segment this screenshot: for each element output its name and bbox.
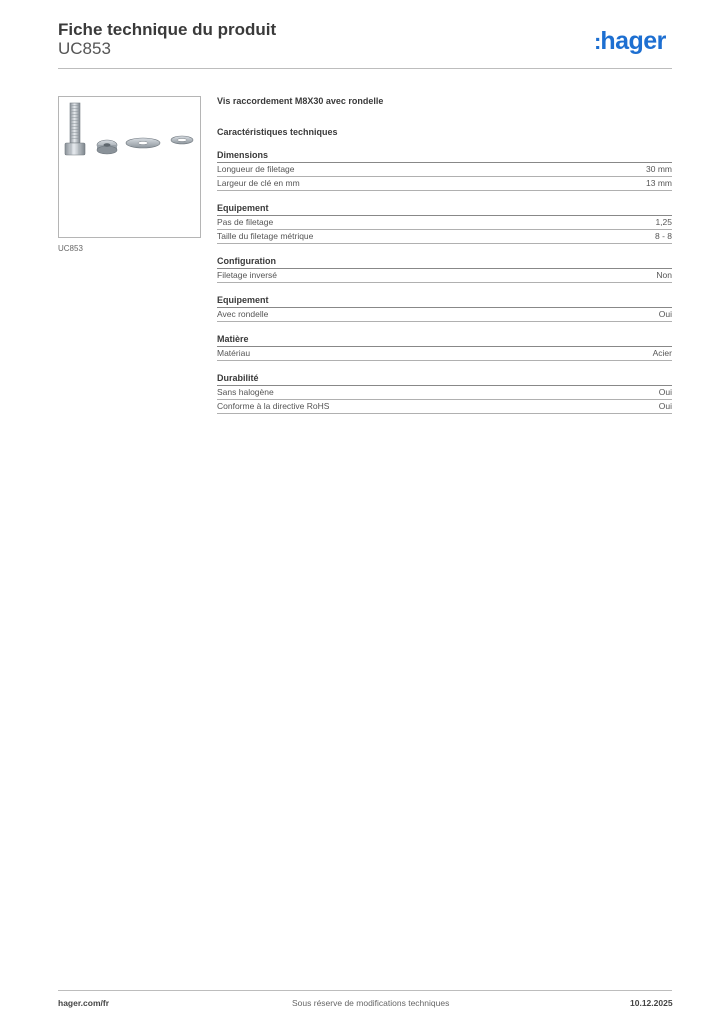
spec-value: 1,25 [655,217,672,227]
page-title: Fiche technique du produit [58,20,277,39]
group-title: Equipement [217,295,672,308]
spec-row [217,308,672,322]
footer-disclaimer: Sous réserve de modifications techniques [292,998,450,1008]
spec-value: Acier [652,348,672,358]
product-title: Vis raccordement M8X30 avec rondelle [217,96,384,106]
spec-label: Filetage inversé [217,270,278,280]
spec-label: Taille du filetage métrique [217,231,314,241]
spec-content [217,96,672,426]
logo-text: hager [600,27,666,55]
hager-logo [594,27,666,56]
spec-row [217,347,672,361]
bolt-icon [65,103,85,155]
spec-value: 13 mm [646,178,672,188]
spec-row [217,163,672,177]
spec-group-configuration [217,256,672,283]
spec-label: Conforme à la directive RoHS [217,401,330,411]
spec-value: 8 - 8 [654,231,672,241]
spec-row [217,400,672,414]
group-title: Matière [217,334,672,347]
image-caption: UC853 [58,244,83,253]
spec-group-dimensions [217,150,672,191]
group-title: Durabilité [217,373,672,386]
spec-row [217,386,672,400]
spec-label: Longueur de filetage [217,164,295,174]
spec-group-equipement [217,203,672,244]
footer-divider [58,990,672,991]
spec-value: Oui [658,401,672,411]
spec-row [217,269,672,283]
spec-value: Non [656,270,672,280]
spec-value: 30 mm [646,164,672,174]
spec-group-matiere [217,334,672,361]
washer-icon [126,138,160,148]
spring-washer-icon [171,136,193,144]
spec-label: Largeur de clé en mm [217,178,300,188]
footer-website[interactable]: hager.com/fr [58,998,110,1008]
logo-dots-icon: : [594,29,600,54]
spec-group-durabilite [217,373,672,414]
product-image [59,97,200,237]
footer-date: 10.12.2025 [630,998,673,1008]
spec-row [217,230,672,244]
spec-value: Oui [658,387,672,397]
spec-group-equipement-2 [217,295,672,322]
spec-row [217,216,672,230]
spec-value: Oui [658,309,672,319]
spec-label: Avec rondelle [217,309,269,319]
group-title: Configuration [217,256,672,269]
nut-icon [97,140,117,154]
product-image-frame [58,96,201,238]
header-divider [58,68,672,69]
spec-label: Matériau [217,348,251,358]
spec-label: Pas de filetage [217,217,274,227]
spec-label: Sans halogène [217,387,274,397]
group-title: Equipement [217,203,672,216]
product-code: UC853 [58,39,111,58]
group-title: Dimensions [217,150,672,163]
spec-row [217,177,672,191]
section-title: Caractéristiques techniques [217,127,338,137]
